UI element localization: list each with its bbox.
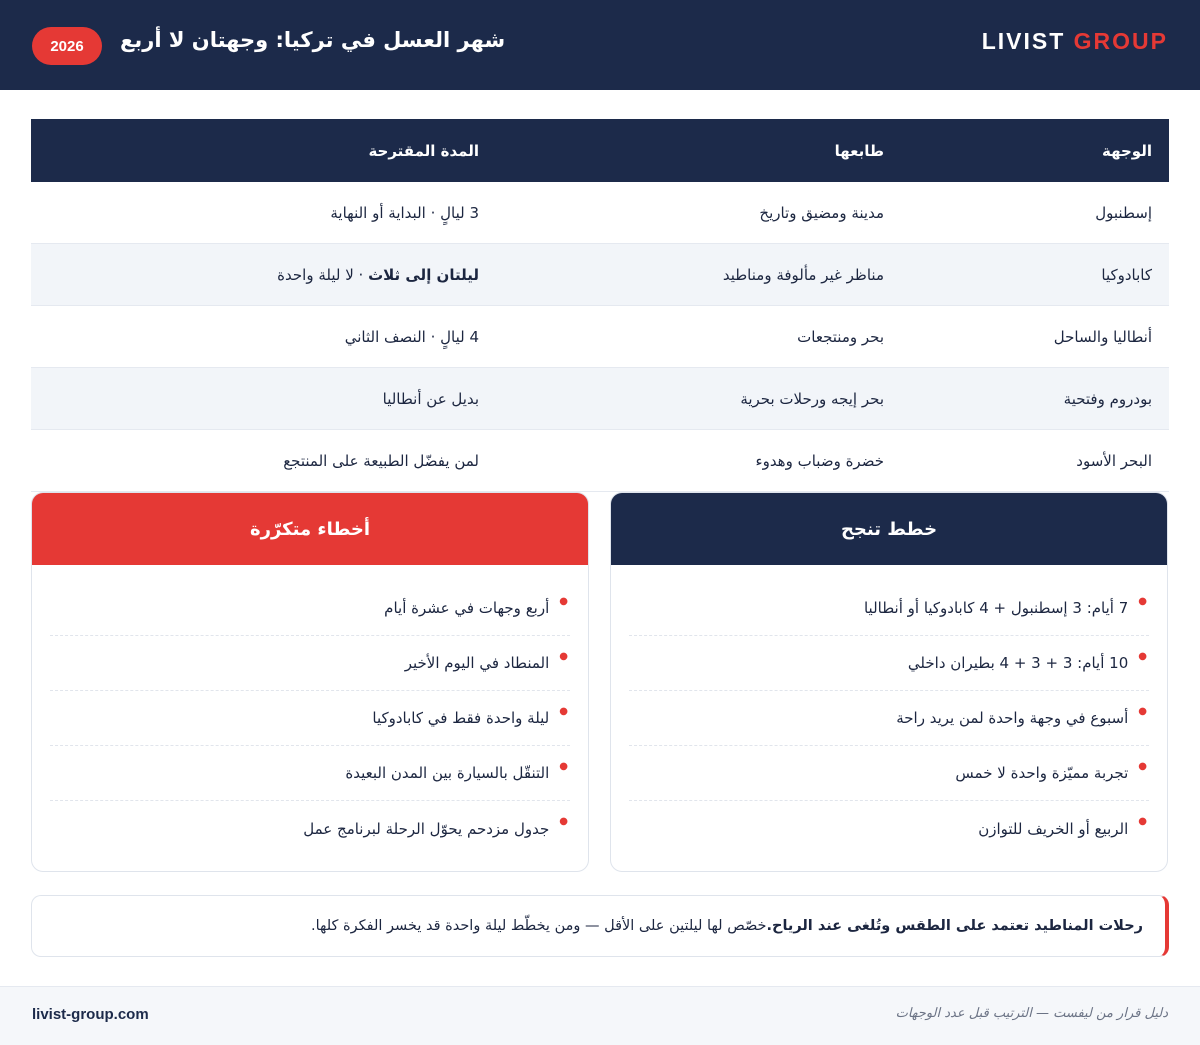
year-badge: 2026	[32, 27, 102, 65]
list-item-text: ليلة واحدة فقط في كابادوكيا	[372, 709, 550, 727]
bullet-dot-icon: ●	[559, 705, 568, 717]
list-item-text: جدول مزدحم يحوّل الرحلة لبرنامج عمل	[303, 819, 550, 838]
character-cell: بحر ومنتجعات	[797, 327, 884, 346]
page-footer	[0, 986, 1200, 1045]
bullet-dot-icon: ●	[1138, 650, 1147, 662]
bullet-dot-icon: ●	[559, 650, 568, 662]
list-item-text: المنطاد في اليوم الأخير	[404, 654, 550, 672]
note-text: خصّص لها ليلتين على الأقل — ومن يخطّط ليلة واحدة قد يخسر الفكرة كلها.	[311, 918, 767, 934]
table-header-row	[31, 119, 1169, 182]
bullet-dot-icon: ●	[1138, 705, 1147, 717]
page-title: شهر العسل في تركيا: وجهتان لا أربع	[120, 28, 506, 52]
destination-cell: بودروم وفتحية	[1063, 389, 1152, 408]
brand-logo	[982, 28, 1168, 55]
bullet-dot-icon: ●	[1138, 816, 1147, 827]
list-item	[50, 801, 570, 856]
footer-site-link[interactable]: livist-group.com	[32, 1006, 149, 1023]
column-header-destination: الوجهة	[1102, 141, 1152, 160]
destination-cell: كابادوكيا	[1101, 265, 1152, 284]
character-cell: خضرة وضباب وهدوء	[755, 451, 884, 470]
list-item-text: 7 أيام: 3 إسطنبول + 4 كابادوكيا أو أنطاليا	[863, 599, 1129, 617]
balloon-note-callout	[31, 895, 1169, 957]
duration-highlight: ليلتان إلى ثلاث	[368, 265, 479, 284]
duration-cell: 3 ليالٍ · البداية أو النهاية	[330, 203, 479, 222]
bullet-dot-icon: ●	[559, 816, 568, 827]
list-item	[50, 581, 570, 636]
list-item	[629, 801, 1149, 856]
bullet-dot-icon: ●	[559, 595, 568, 607]
destination-cell: البحر الأسود	[1076, 451, 1152, 470]
list-item	[50, 746, 570, 801]
mistakes-card-title: أخطاء متكرّرة	[32, 493, 588, 565]
character-cell: مدينة ومضيق وتاريخ	[759, 203, 884, 222]
destinations-table	[31, 119, 1169, 492]
duration-cell: 4 ليالٍ · النصف الثاني	[344, 327, 479, 346]
duration-cell: لمن يفضّل الطبيعة على المنتجع	[283, 451, 479, 470]
duration-rest: · لا ليلة واحدة	[277, 265, 369, 284]
list-item	[629, 746, 1149, 801]
list-item-text: الربيع أو الخريف للتوازن	[978, 819, 1129, 838]
bullet-dot-icon: ●	[1138, 760, 1147, 772]
table-row	[31, 244, 1169, 306]
bullet-dot-icon: ●	[559, 760, 568, 772]
table-row	[31, 306, 1169, 368]
duration-cell	[31, 266, 479, 284]
duration-cell: بديل عن أنطاليا	[382, 389, 479, 408]
mistakes-list	[32, 565, 588, 856]
note-strong-text: رحلات المناطيد تعتمد على الطقس وتُلغى عند الرياح.	[766, 918, 1143, 934]
page-header	[0, 0, 1200, 90]
destination-cell: أنطاليا والساحل	[1053, 327, 1152, 346]
list-item-text: أربع وجهات في عشرة أيام	[384, 599, 550, 617]
destination-cell: إسطنبول	[1095, 203, 1152, 222]
list-item	[629, 581, 1149, 636]
list-item	[50, 636, 570, 691]
list-item	[50, 691, 570, 746]
plans-list	[611, 565, 1167, 856]
character-cell: بحر إيجه ورحلات بحرية	[740, 389, 884, 408]
list-item-text: 10 أيام: 3 + 3 + 4 بطيران داخلي	[907, 654, 1129, 672]
brand-main: LIVIST	[981, 28, 1066, 54]
bullet-dot-icon: ●	[1138, 595, 1147, 607]
table-row	[31, 368, 1169, 430]
column-header-duration: المدة المقترحة	[368, 141, 479, 160]
column-header-character: طابعها	[834, 141, 884, 160]
list-item-text: التنقّل بالسيارة بين المدن البعيدة	[345, 764, 550, 782]
table-row	[31, 182, 1169, 244]
mistakes-card	[31, 492, 589, 872]
brand-accent: GROUP	[1073, 28, 1168, 54]
list-item	[629, 636, 1149, 691]
list-item-text: تجربة مميّزة واحدة لا خمس	[955, 764, 1129, 782]
footer-tagline: دليل قرار من ليفست — الترتيب قبل عدد الوجهات	[895, 1006, 1168, 1021]
plans-card-title: خطط تنجح	[611, 493, 1167, 565]
character-cell: مناظر غير مألوفة ومناطيد	[722, 265, 884, 284]
list-item	[629, 691, 1149, 746]
list-item-text: أسبوع في وجهة واحدة لمن يريد راحة	[896, 709, 1129, 727]
plans-card	[610, 492, 1168, 872]
table-row	[31, 430, 1169, 492]
